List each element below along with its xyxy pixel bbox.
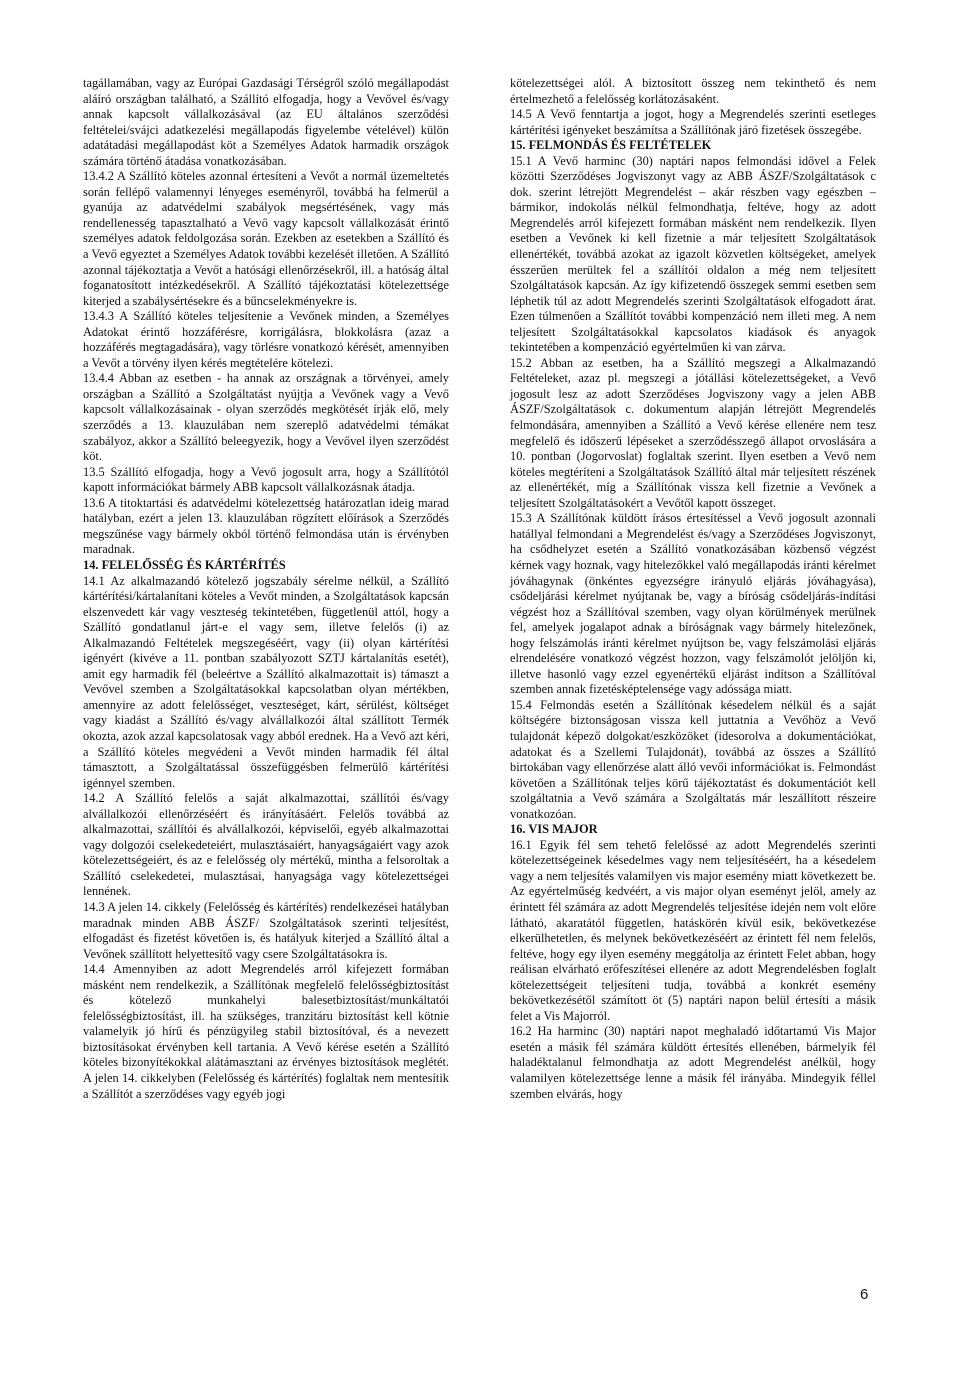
paragraph-14-4-continued: kötelezettségei alól. A biztosított összeg nem tekinthető és nem értelmezhető a felelősség korlátozásaként. <box>510 76 876 106</box>
paragraph-13-4-4: 13.4.4 Abban az esetben - ha annak az országnak a törvényei, amely országban a Szállító a Szolgáltatást nyújtja a Vevőnek vagy a Vevő kapcsolt vállalkozásainak - olyan szerződés megkötését írják elő, mely szerződés a 13. klauzulában nem szereplő adatvédelmi témákat szabályoz, akkor a Szállító beleegyezik, hogy a Vevővel ilyen szerződést köt. <box>83 371 449 464</box>
paragraph-14-4: 14.4 Amennyiben az adott Megrendelés arról kifejezett formában másként nem rendelkezik, a Szállítónak megfelelő felelősségbiztosítást és kötelező munkahelyi balesetbiztosítást/munkáltatói felelősségbiztosítást, ill. ha szükséges, tranzitáru biztosítást kell kötnie valamelyik jó hírű és pénzügyileg stabil biztosítóval, és a nevezett biztosításokat érvényben kell tartania. A Vevő kérése esetén a Szállító köteles bizonyítékokkal alátámasztani az érvényes biztosítások meglétét. A jelen 14. cikkelyben (Felelősség és kártérítés) foglaltak nem mentesítik a Szállítót a szerződéses vagy egyéb jogi <box>83 962 449 1101</box>
paragraph-15-4: 15.4 Felmondás esetén a Szállítónak késedelem nélkül és a saját költségére biztonságosan vissza kell juttatnia a Vevőhöz a Vevő tulajdonát képező dolgokat/eszközöket (idesorolva a dokumentációkat, adatokat és a Szellemi Tulajdonát), továbbá az összes a Szállító birtokában vagy ellenőrzése alatt álló vevői információkat is. Felmondást követően a Szállítónak teljes körű tájékoztatást és dokumentációt kell szolgáltatnia a Vevő számára a Szolgáltatás már leszállított részeire vonatkozóan. <box>510 697 876 821</box>
section-heading-16: 16. VIS MAJOR <box>510 822 598 837</box>
paragraph-13-4-2: 13.4.2 A Szállító köteles azonnal értesíteni a Vevőt a normál üzemeltetés során fellépő valamennyi lényeges eseményről, továbbá ha felmerül a gyanúja az adatvédelmi szabályok megsértésének, vagy más rendellenesség tapasztalható a Vevő vagy kapcsolt vállalkozását érintő személyes adatok feldolgozása során. Ezekben az esetekben a Szállító és a Vevő egyeztet a Személyes Adatok további kezelését illetően. A Szállító azonnal tájékoztatja a Vevőt a hatósági ellenőrzésekről, ill. a hatóság által foganatosított intézkedésekről. A Szállító tájékoztatási kötelezettsége kiterjed a szabálysértésekre és a bűncselekményekre is. <box>83 169 449 308</box>
paragraph-13-5: 13.5 Szállító elfogadja, hogy a Vevő jogosult arra, hogy a Szállítótól kapott információkat bármely ABB kapcsolt vállalkozásnak átadja. <box>83 464 449 495</box>
paragraph-15-3: 15.3 A Szállítónak küldött írásos értesítéssel a Vevő jogosult azonnali hatállyal felmondani a Megrendelést és/vagy a Szerződéses Jogviszonyt, ha csődhelyzet esetén a Szállító vonatkozásában közbenső végzést kérnek vagy hoznak, vagy hitelezőkkel való megállapodás iránti kérelmet jóváhagynak (önkéntes egyezségre irányuló eljárás jóváhagyása), csődeljárási kérelmet nyújtanak be, vagy a bíróság csődeljárás-indítási végzést hoz a Szállítóval szemben, vagy olyan körülmények merülnek fel, amelyek jogalapot adnak a bíróságnak vagy bármely hitelezőnek, hogy felszámolás iránti kérelmet nyújtson be, vagy felszámolási eljárás elrendelésére vonatkozó végzést hozzon, vagy felszámolót jelöljön ki, illetve hasonló vagy ezzel egyenértékű eljárást indítson a Szállítóval szemben annak fizetésképtelensége vagy adóssága miatt. <box>510 511 876 697</box>
paragraph-16-2: 16.2 Ha harminc (30) naptári napot meghaladó időtartamú Vis Major esetén a másik fél számára küldött értesítés ellenében, bármelyik fél haladéktalanul felmondhatja az adott Megrendelést anélkül, hogy valamilyen kötelezettsége lenne a másik fél irányába. Mindegyik féllel szemben elvárás, hogy <box>510 1024 876 1101</box>
paragraph-15-2: 15.2 Abban az esetben, ha a Szállító megszegi a Alkalmazandó Feltételeket, azaz pl. megszegi a jótállási kötelezettségeket, a Vevő jogosult lesz az adott Szerződéses Jogviszony vagy a jelen ABB ÁSZF/Szolgáltatások c. dokumentum alapján létrejött Megrendelés felmondására, amennyiben a Szállító a Vevő kérése ellenére nem tesz megfelelő és időszerű lépéseket a szerződésszegő állapot orvoslására a 10. pontban (Jogorvoslat) foglaltak szerint. Ilyen esetben a Vevő nem köteles megtéríteni a Szolgáltatások Szállító által már teljesített részének az ellenértékét, míg a Szállítónak vissza kell fizetnie a Vevőnek a teljesített Szolgáltatásokért a Vevőtől kapott összeget. <box>510 355 876 510</box>
paragraph-14-3: 14.3 A jelen 14. cikkely (Felelősség és kártérítés) rendelkezései hatályban maradnak minden ABB ÁSZF/ Szolgáltatások szerinti teljesítést, elfogadást és fizetést követően is, és hatályuk kiterjed a Szállító által a Vevőnek szállított helyettesítő vagy csere Szolgáltatásokra is. <box>83 899 449 961</box>
paragraph-14-5: 14.5 A Vevő fenntartja a jogot, hogy a Megrendelés szerinti esetleges kártérítési igényeket beszámítsa a Szállítónak járó fizetések összegébe. <box>510 107 876 137</box>
section-heading-14: 14. FELELŐSSÉG ÉS KÁRTÉRÍTÉS <box>83 557 286 572</box>
paragraph-third-country-transfer: tagállamában, vagy az Európai Gazdasági Térségről szóló megállapodást aláíró országban található, a Szállító elfogadja, hogy a Vevővel és/vagy annak kapcsolt vállalkozásával (az EU általános szerződési feltételei/svájci adatkezelési megállapodás figyelembe vételével) külön adatátadási megállapodást köt a Személyes Adatok harmadik országok számára történő átadása vonatkozásában. <box>83 76 449 168</box>
paragraph-14-2: 14.2 A Szállító felelős a saját alkalmazottai, szállítói és/vagy alvállalkozói ellenőrzéséért és irányításáért. Felelős továbbá az alkalmazottai, szállítói és alvállalkozói, képviselői, egyéb alkalmazottai vagy dolgozói cselekedeteiért, mulasztásaiért, hanyagságaiért vagy azok kötelezettségeiért, és az e felelősség oly mértékű, mintha a felsoroltak a Szállító cselekedetei, mulasztásai, hanyagsága vagy kötelezettségei lennének. <box>83 791 449 899</box>
paragraph-15-1: 15.1 A Vevő harminc (30) naptári napos felmondási idővel a Felek közötti Szerződéses Jogviszonyt vagy az ABB ÁSZF/Szolgáltatások c dok. szerint létrejött Megrendelést – akár részben vagy egészben – bármikor, indokolás nélkül felmondhatja, feltéve, hogy az adott Megrendelés arról kifejezett formában másként nem rendelkezik. Ilyen esetben a Vevőnek ki kell fizetnie a már teljesített Szolgáltatások ellenértékét, továbbá azokat az igazolt közvetlen költségeket, amelyek ésszerűen merültek fel a szállítói oldalon a még nem teljesített Szolgáltatások kapcsán. Az így kifizetendő összegek semmi esetben sem léphetik túl az adott Megrendelés szerinti Szolgáltatások elfogadott árat. Ezen túlmenően a Szállítót további kompenzáció nem illeti meg. A nem teljesített Szolgáltatásokkal kapcsolatos kiadások és anyagok tekintetében a kompenzáció egyértelműen ki van zárva. <box>510 153 876 355</box>
page-number: 6 <box>860 1286 869 1303</box>
paragraph-13-6: 13.6 A titoktartási és adatvédelmi kötelezettség határozatlan ideig marad hatályban, ezért a jelen 13. klauzulában rögzített előírások a Szerződés megszűnése vagy bármely okból történő felmondása után is érvényben maradnak. <box>83 495 449 557</box>
left-column <box>83 76 449 1102</box>
right-column <box>510 76 876 1102</box>
paragraph-16-1: 16.1 Egyik fél sem tehető felelőssé az adott Megrendelés szerinti kötelezettségeinek késedelmes vagy nem teljesítéséért, ha a késedelem vagy a nem teljesítés valamilyen vis major esemény miatt következett be. Az egyértelműség kedvéért, a vis major olyan eseményt jelöl, amely az érintett fél számára az adott Megrendelés teljesítése idején nem volt előre látható, akaratától független, hatáskörén kívül esik, bekövetkezése elkerülhetetlen, és melynek bekövetkezéséért az érintett fél nem felelős, feltéve, hogy egy ilyen esemény meggátolja az érintett Felet abban, hogy reálisan elvárható erőfeszítései ellenére az adott Megrendelésben foglalt kötelezettségeit teljesíteni tudja, továbbá a konkrét esemény bekövetkezésétől számított öt (5) naptári napon belül értesíti a másik felet a Vis Majorról. <box>510 837 876 1023</box>
paragraph-14-1: 14.1 Az alkalmazandó kötelező jogszabály sérelme nélkül, a Szállító kártérítési/kártalanítani köteles a Vevőt minden, a Szolgáltatások kapcsán elszenvedett kár vagy veszteség tekintetében, függetlenül attól, hogy a Szállító gondatlanul járt-e el vagy sem, illetve felelős (i) az Alkalmazandó Feltételek megszegéséért, vagy (ii) olyan kártérítési igényért (kivéve a 11. pontban szabályozott SZTJ kártalanítás esetét), amit egy harmadik fél (beleértve a Szállító alkalmazottait is) támaszt a Vevővel szemben a Szolgáltatásokkal kapcsolatban olyan mértékben, amennyire az adott felelősséget, veszteséget, kárt, sérülést, költséget vagy kiadást a Szállító és/vagy alvállalkozói által szállított Termék okozta, azok azzal kapcsolatosak vagy abból erednek. Ha a Vevő azt kéri, a Szállító köteles megvédeni a Vevőt minden harmadik fél által támasztott, a Szolgáltatással összefüggésben felmerülő kártérítési igénnyel szemben. <box>83 573 449 790</box>
section-heading-15: 15. FELMONDÁS ÉS FELTÉTELEK <box>510 138 712 153</box>
paragraph-13-4-3: 13.4.3 A Szállító köteles teljesítenie a Vevőnek minden, a Személyes Adatokat érintő hozzáférésre, korrigálásra, blokkolásra (azaz a hozzáférés megtagadására), vagy törlésre vonatkozó kérését, amennyiben a Vevőt a törvény ilyen kérés megtételére kötelezi. <box>83 309 449 370</box>
